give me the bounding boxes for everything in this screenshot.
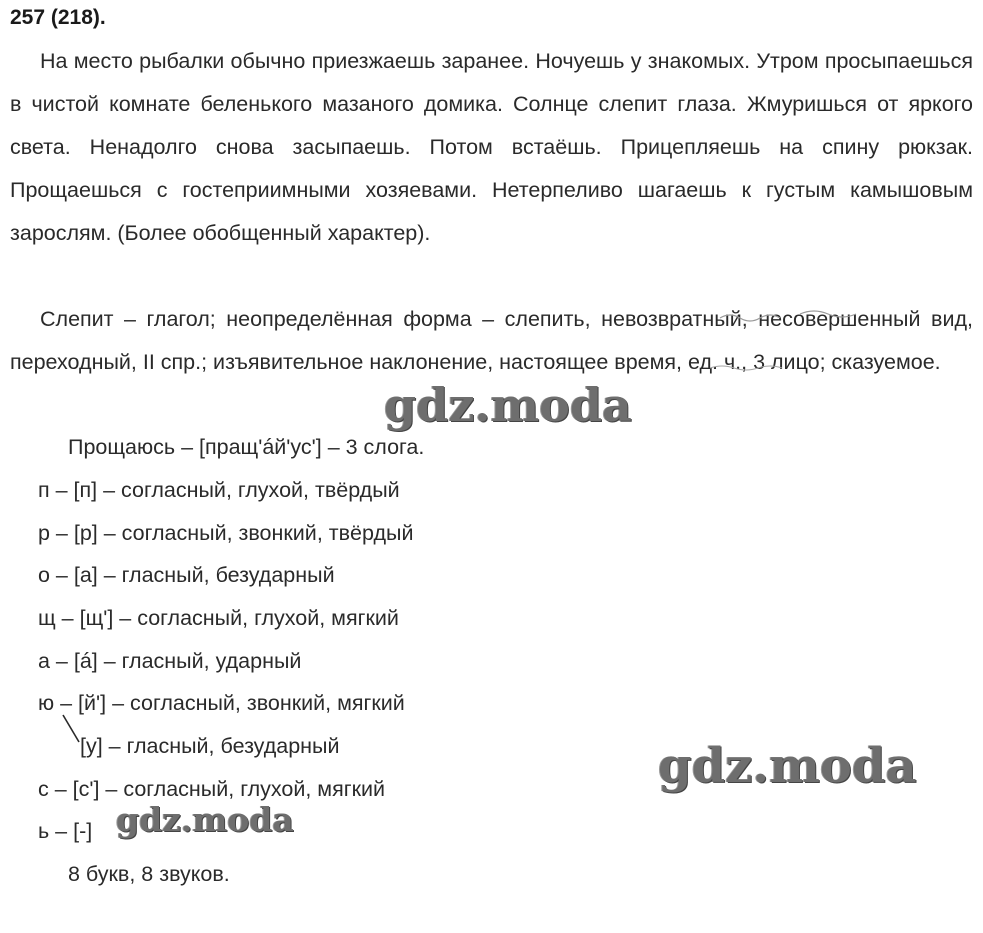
analysis-paragraph: Слепит – глагол; неопределённая форма – слепить, невозвратный, несовершенный вид, переходный, II спр.; изъявительное наклонение, настоящее время, ед. ч., 3 лицо; сказуемое. <box>10 307 973 374</box>
watermark: gdz.moda <box>116 800 294 839</box>
phonetic-header: Прощаюсь – [пращ'áй'ус'] – 3 слога. <box>68 435 425 459</box>
phonetic-line: щ – [щ'] – согласный, глухой, мягкий <box>38 606 399 630</box>
watermark: gdz.moda <box>384 378 632 432</box>
exercise-number: 257 (218). <box>10 6 106 29</box>
phonetic-line: а – [á] – гласный, ударный <box>38 649 302 673</box>
phonetic-line: ь – [-] <box>38 819 93 843</box>
phonetic-line: п – [п] – согласный, глухой, твёрдый <box>38 478 400 502</box>
watermark: gdz.moda <box>658 738 917 794</box>
phonetic-line: ю – [й'] – согласный, звонкий, мягкий <box>38 691 405 715</box>
phonetic-line: р – [р] – согласный, звонкий, твёрдый <box>38 521 414 545</box>
phonetic-line: с – [с'] – согласный, глухой, мягкий <box>38 777 385 801</box>
phonetic-line: [у] – гласный, безударный <box>80 734 340 758</box>
text-paragraph: На место рыбалки обычно приезжаешь заранее. Ночуешь у знакомых. Утром просыпаешься в чистой комнате беленького мазаного домика. Солнце слепит глаза. Жмуришься от яркого света. Ненадолго снова засыпаешь. Потом встаёшь. Прицепляешь на спину рюкзак. Прощаешься с гостеприимными хозяевами. Нетерпеливо шагаешь к густым камышовым зарослям. (Более обобщенный характер). <box>10 49 973 245</box>
phonetic-line: о – [а] – гласный, безударный <box>38 563 335 587</box>
phonetic-summary: 8 букв, 8 звуков. <box>68 862 230 886</box>
